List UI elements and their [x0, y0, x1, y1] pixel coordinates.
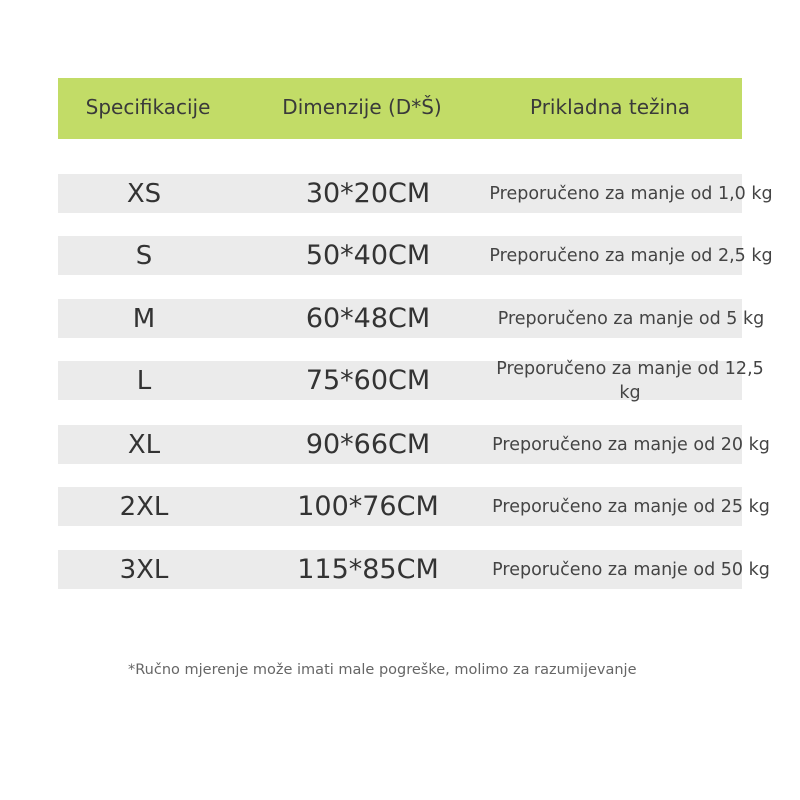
weight-cell: Preporučeno za manje od 1,0 kg: [489, 183, 773, 204]
size-cell: L: [136, 365, 152, 396]
size-cell: M: [132, 303, 156, 334]
table-row: [58, 425, 770, 464]
size-cell: XS: [126, 178, 162, 209]
table-row: [58, 358, 764, 403]
table-row: [58, 174, 773, 213]
header-spec: Specifikacije: [85, 95, 211, 119]
dimensions-cell: 75*60CM: [305, 365, 431, 396]
table-row: [58, 550, 770, 589]
weight-cell: Preporučeno za manje od 20 kg: [492, 434, 770, 455]
dimensions-cell: 115*85CM: [297, 554, 439, 585]
size-cell: 3XL: [119, 554, 169, 585]
size-cell: 2XL: [119, 491, 169, 522]
table-row: [58, 487, 770, 526]
header-weight: Prikladna težina: [530, 95, 690, 119]
size-cell: S: [135, 240, 153, 271]
dimensions-cell: 60*48CM: [305, 303, 431, 334]
dimensions-cell: 100*76CM: [297, 491, 439, 522]
table-row: [58, 236, 773, 275]
header-dimensions: Dimenzije (D*Š): [282, 95, 442, 119]
table-header: [58, 78, 742, 139]
weight-cell: Preporučeno za manje od 5 kg: [497, 308, 765, 329]
weight-cell: Preporučeno za manje od 50 kg: [492, 559, 770, 580]
dimensions-cell: 90*66CM: [305, 429, 431, 460]
weight-cell: Preporučeno za manje od 12,5 kg: [496, 358, 764, 403]
dimensions-cell: 50*40CM: [305, 240, 431, 271]
weight-cell: Preporučeno za manje od 2,5 kg: [489, 245, 773, 266]
weight-cell: Preporučeno za manje od 25 kg: [492, 496, 770, 517]
size-cell: XL: [127, 429, 161, 460]
measurement-footnote: *Ručno mjerenje može imati male pogreške, molimo za razumijevanje: [128, 662, 637, 678]
dimensions-cell: 30*20CM: [305, 178, 431, 209]
table-row: [58, 299, 765, 338]
